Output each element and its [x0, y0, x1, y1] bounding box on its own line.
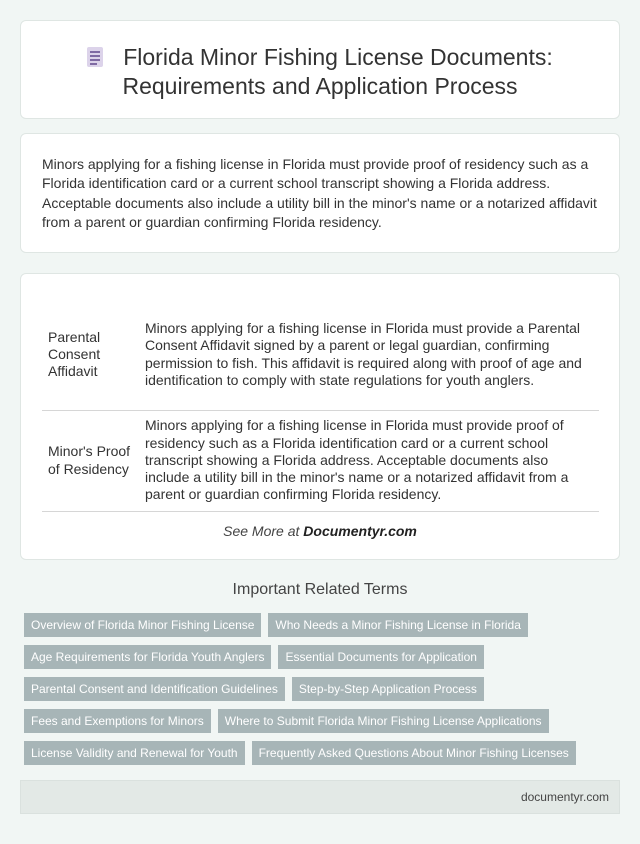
summary-text: Minors applying for a fishing license in Florida must provide proof of residency such as a Florida identification card or a current school transcript showing a Florida address. Acceptable documents also include a utility bill in the minor's name or a notarized affidavit from a parent or guardian confirming Florida residency. — [42, 156, 597, 231]
related-terms-list — [24, 613, 620, 765]
see-more-prefix: See More at — [223, 523, 304, 539]
title-card — [20, 20, 620, 119]
title-line-1: Florida Minor Fishing License Documents: — [123, 44, 553, 70]
related-term-tag[interactable]: License Validity and Renewal for Youth — [24, 741, 245, 765]
table-row — [42, 410, 599, 511]
document-term: Parental Consent Affidavit — [42, 300, 145, 410]
see-more — [21, 523, 619, 539]
summary-card — [20, 133, 620, 253]
related-term-tag[interactable]: Step-by-Step Application Process — [292, 677, 484, 701]
title-line-2: Requirements and Application Process — [122, 73, 518, 99]
document-term: Minor's Proof of Residency — [42, 410, 145, 511]
related-term-tag[interactable]: Where to Submit Florida Minor Fishing License Applications — [218, 709, 549, 733]
document-description: Minors applying for a fishing license in Florida must provide proof of residency such as a Florida identification card or a current school transcript showing a Florida address. Acceptable documents also include a utility bill in the minor's name or a notarized affidavit from a parent or guardian confirming Florida residency. — [145, 410, 599, 511]
related-term-tag[interactable]: Parental Consent and Identification Guidelines — [24, 677, 285, 701]
related-term-tag[interactable]: Overview of Florida Minor Fishing License — [24, 613, 261, 637]
related-term-tag[interactable]: Essential Documents for Application — [278, 645, 483, 669]
documents-card — [20, 273, 620, 560]
document-icon — [87, 47, 103, 67]
related-term-tag[interactable]: Age Requirements for Florida Youth Anglers — [24, 645, 271, 669]
related-term-tag[interactable]: Fees and Exemptions for Minors — [24, 709, 211, 733]
footer-site[interactable]: documentyr.com — [520, 790, 609, 804]
see-more-link[interactable]: Documentyr.com — [303, 523, 417, 539]
document-description: Minors applying for a fishing license in Florida must provide a Parental Consent Affidavit signed by a parent or legal guardian, confirming permission to fish. This affidavit is required along with proof of age and identification to comply with state regulations for youth anglers. — [145, 300, 599, 410]
related-term-tag[interactable]: Frequently Asked Questions About Minor Fishing Licenses — [252, 741, 576, 765]
footer — [20, 780, 620, 814]
related-term-tag[interactable]: Who Needs a Minor Fishing License in Florida — [268, 613, 527, 637]
page-title — [21, 43, 619, 101]
documents-table — [42, 300, 599, 512]
related-terms-heading: Important Related Terms — [232, 581, 408, 598]
table-row — [42, 300, 599, 410]
